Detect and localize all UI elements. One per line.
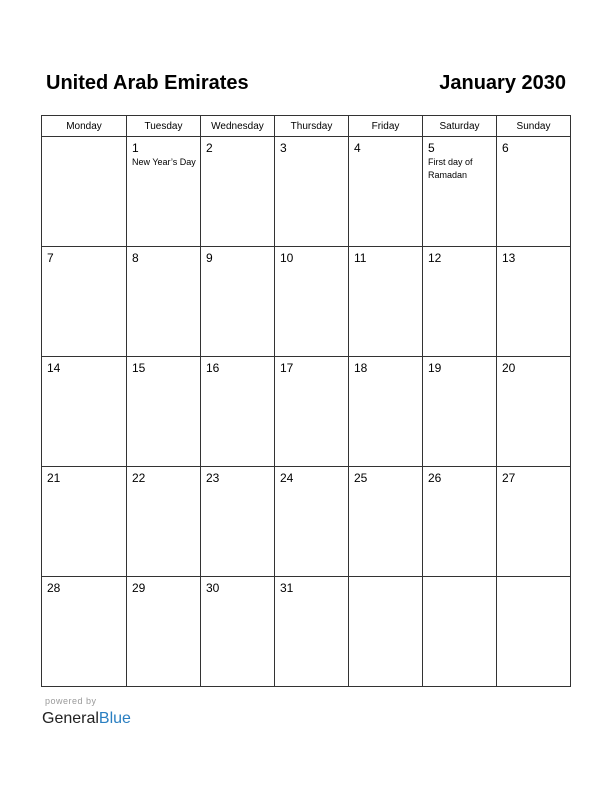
day-number: 13: [502, 251, 516, 265]
day-cell: [201, 247, 275, 357]
day-number: 5: [428, 141, 435, 155]
day-number: 16: [206, 361, 220, 375]
weekday-header-row: [42, 116, 571, 137]
day-number: 18: [354, 361, 368, 375]
weekday-sunday: Sunday: [497, 116, 571, 137]
day-number: 30: [206, 581, 220, 595]
week-row: [42, 247, 571, 357]
day-number: 1: [132, 141, 139, 155]
day-number: 26: [428, 471, 442, 485]
day-cell: [497, 137, 571, 247]
day-cell: [275, 577, 349, 687]
day-number: 20: [502, 361, 516, 375]
day-number: 22: [132, 471, 146, 485]
day-number: 23: [206, 471, 220, 485]
week-row: [42, 467, 571, 577]
day-cell: [275, 137, 349, 247]
week-row: [42, 137, 571, 247]
weekday-saturday: Saturday: [423, 116, 497, 137]
day-cell: [127, 247, 201, 357]
day-cell: [497, 357, 571, 467]
day-number: 17: [280, 361, 294, 375]
weekday-tuesday: Tuesday: [127, 116, 201, 137]
day-cell: [201, 137, 275, 247]
weekday-wednesday: Wednesday: [201, 116, 275, 137]
day-cell: [423, 137, 497, 247]
day-number: 9: [206, 251, 213, 265]
day-number: 27: [502, 471, 516, 485]
day-number: 3: [280, 141, 287, 155]
day-number: 28: [47, 581, 61, 595]
week-row: [42, 577, 571, 687]
day-cell: [349, 247, 423, 357]
logo-general-text: General: [42, 710, 99, 727]
weekday-monday: Monday: [42, 116, 127, 137]
day-number: 29: [132, 581, 146, 595]
day-number: 11: [354, 251, 367, 265]
day-cell: [201, 357, 275, 467]
day-number: 4: [354, 141, 361, 155]
day-cell: [275, 357, 349, 467]
day-cell: [201, 467, 275, 577]
day-cell: [497, 247, 571, 357]
day-number: 12: [428, 251, 442, 265]
day-cell: [201, 577, 275, 687]
generalblue-logo: [42, 709, 131, 728]
month-year-title: January 2030: [439, 72, 566, 94]
day-number: 6: [502, 141, 509, 155]
footer-branding: [42, 696, 131, 728]
week-row: [42, 357, 571, 467]
day-number: 31: [280, 581, 294, 595]
weekday-thursday: Thursday: [275, 116, 349, 137]
holiday-label: First day of Ramadan: [428, 157, 473, 180]
day-cell: [275, 467, 349, 577]
day-number: 7: [47, 251, 54, 265]
day-cell: [127, 137, 201, 247]
day-cell: [497, 467, 571, 577]
day-number: 8: [132, 251, 139, 265]
logo-blue-text: Blue: [98, 710, 131, 727]
day-cell: [349, 357, 423, 467]
day-cell: [127, 357, 201, 467]
empty-day-cell: [423, 577, 497, 687]
day-cell: [127, 467, 201, 577]
day-number: 21: [47, 471, 61, 485]
day-cell: [275, 247, 349, 357]
day-number: 19: [428, 361, 442, 375]
day-cell: [42, 577, 127, 687]
month-calendar-grid: [41, 115, 571, 687]
calendar-header: [46, 72, 566, 98]
holiday-label: New Year’s Day: [132, 157, 196, 167]
day-number: 10: [280, 251, 294, 265]
day-number: 15: [132, 361, 146, 375]
country-title: United Arab Emirates: [46, 72, 249, 94]
day-cell: [127, 577, 201, 687]
empty-day-cell: [497, 577, 571, 687]
day-cell: [423, 247, 497, 357]
day-number: 14: [47, 361, 61, 375]
powered-by-text: powered by: [45, 696, 97, 706]
day-cell: [349, 137, 423, 247]
empty-day-cell: [42, 137, 127, 247]
day-number: 25: [354, 471, 368, 485]
day-cell: [42, 467, 127, 577]
day-cell: [423, 467, 497, 577]
calendar-weeks: [42, 137, 571, 687]
day-cell: [42, 357, 127, 467]
day-cell: [423, 357, 497, 467]
day-cell: [42, 247, 127, 357]
empty-day-cell: [349, 577, 423, 687]
day-number: 24: [280, 471, 294, 485]
day-number: 2: [206, 141, 213, 155]
weekday-friday: Friday: [349, 116, 423, 137]
day-cell: [349, 467, 423, 577]
